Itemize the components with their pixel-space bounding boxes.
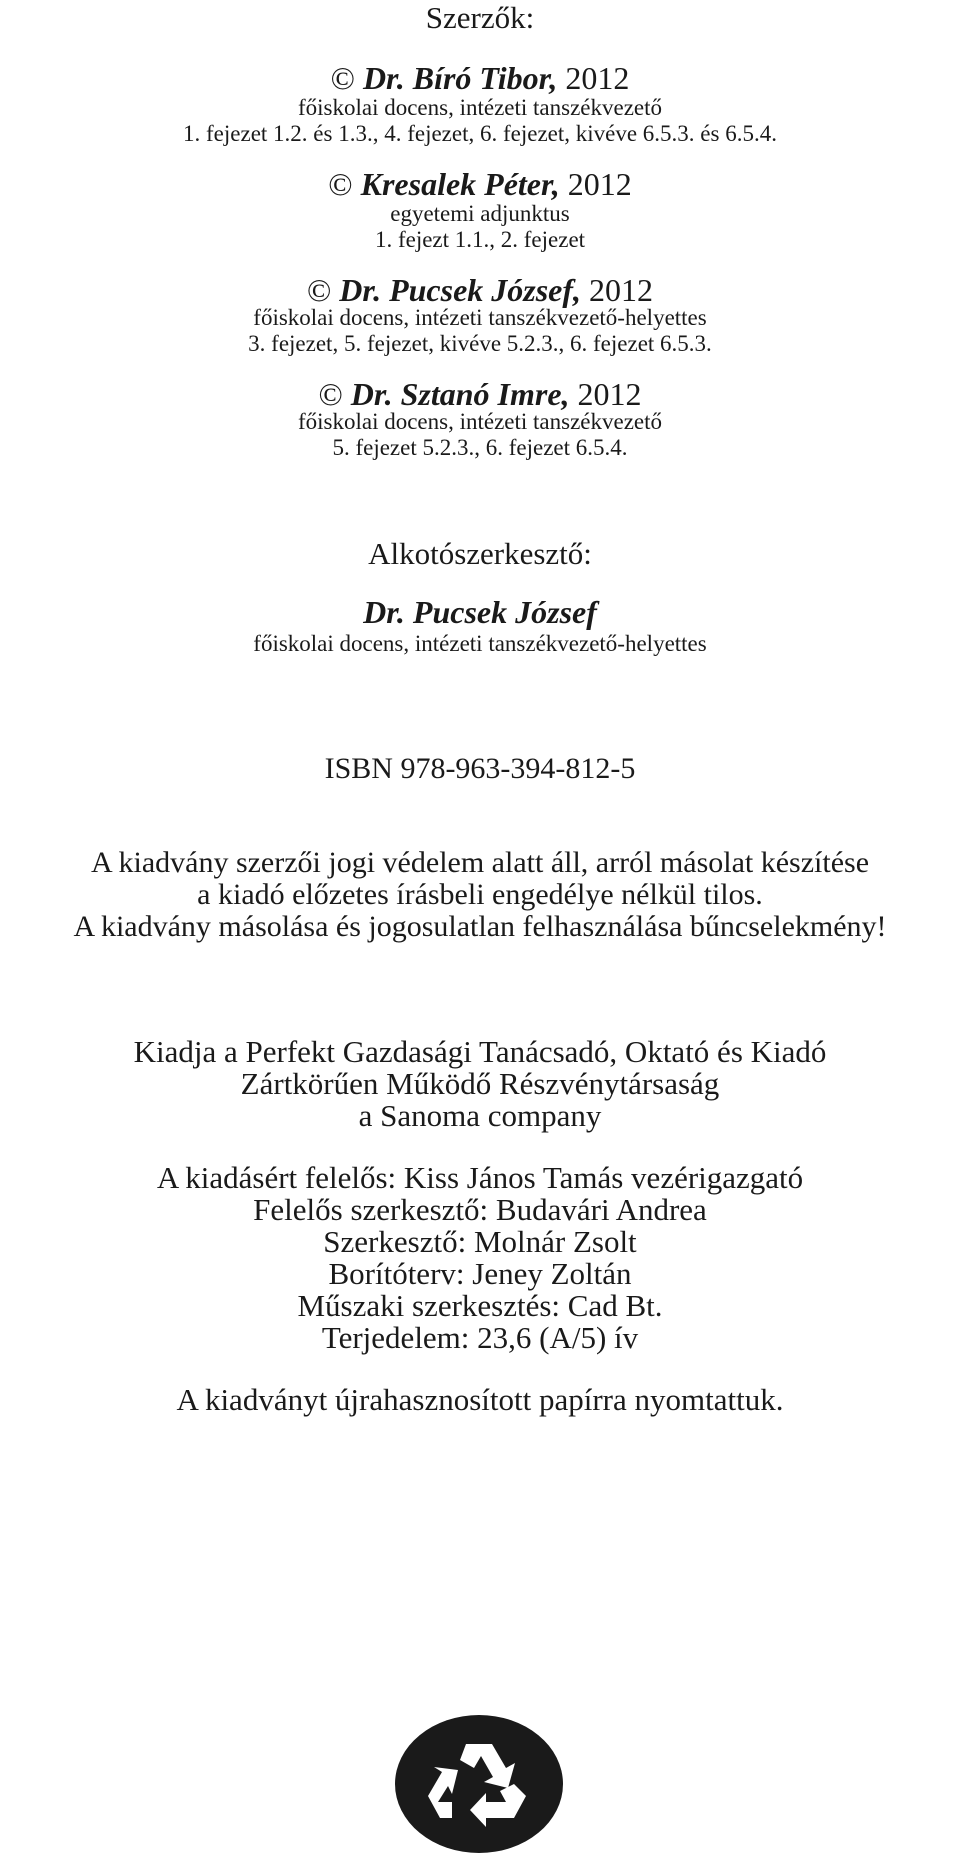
author-entry <box>0 62 960 94</box>
editor-heading: Alkotószerkesztő: <box>368 536 592 571</box>
credit-line: Szerkesztő: Molnár Zsolt <box>323 1224 637 1259</box>
author-name: Dr. Sztanó Imre, <box>350 376 570 412</box>
author-name: Dr. Pucsek József, <box>339 272 582 308</box>
recycled-note: A kiadványt újrahasznosított papírra nyomtattuk. <box>176 1382 784 1417</box>
author-entry <box>0 274 960 306</box>
author-title: főiskolai docens, intézeti tanszékvezető <box>297 95 663 120</box>
copyright-notice-line: A kiadvány másolása és jogosulatlan felhasználása bűncselekmény! <box>73 910 887 943</box>
author-chapters: 5. fejezet 5.2.3., 6. fejezet 6.5.4. <box>332 435 628 460</box>
copyright-notice-line: a kiadó előzetes írásbeli engedélye nélkül tilos. <box>197 878 763 911</box>
isbn: ISBN 978-963-394-812-5 <box>324 752 636 785</box>
author-name: Kresalek Péter, <box>360 166 560 202</box>
publisher-line: Kiadja a Perfekt Gazdasági Tanácsadó, Oktató és Kiadó <box>133 1034 827 1069</box>
credit-line: Terjedelem: 23,6 (A/5) ív <box>321 1320 639 1355</box>
author-chapters: 1. fejezet 1.2. és 1.3., 4. fejezet, 6. fejezet, kivéve 6.5.3. és 6.5.4. <box>183 121 777 146</box>
author-name: Dr. Bíró Tibor, <box>362 60 558 96</box>
author-chapters: 1. fejezt 1.1., 2. fejezet <box>374 227 586 252</box>
author-year: 2012 <box>565 60 630 96</box>
author-entry <box>0 168 960 200</box>
authors-heading: Szerzők: <box>425 0 535 35</box>
copyright-symbol: © <box>318 376 343 412</box>
author-year: 2012 <box>567 166 632 202</box>
credit-line: Felelős szerkesztő: Budavári Andrea <box>253 1192 707 1227</box>
editor-title: főiskolai docens, intézeti tanszékvezető-helyettes <box>253 631 707 656</box>
editor-name: Dr. Pucsek József <box>363 594 597 630</box>
copyright-symbol: © <box>328 166 353 202</box>
credit-line: Műszaki szerkesztés: Cad Bt. <box>297 1288 663 1323</box>
author-title: főiskolai docens, intézeti tanszékvezető <box>297 409 663 434</box>
recycle-icon <box>394 1714 564 1854</box>
publisher-line: a Sanoma company <box>358 1098 602 1133</box>
author-chapters: 3. fejezet, 5. fejezet, kivéve 5.2.3., 6. fejezet 6.5.3. <box>248 331 712 356</box>
credit-line: A kiadásért felelős: Kiss János Tamás vezérigazgató <box>156 1160 804 1195</box>
credit-line: Borítóterv: Jeney Zoltán <box>328 1256 632 1291</box>
author-entry <box>0 378 960 410</box>
author-year: 2012 <box>589 272 654 308</box>
author-title: egyetemi adjunktus <box>390 201 570 226</box>
copyright-symbol: © <box>330 60 355 96</box>
author-title: főiskolai docens, intézeti tanszékvezető-helyettes <box>253 305 707 330</box>
copyright-symbol: © <box>306 272 332 308</box>
publisher-line: Zártkörűen Működő Részvénytársaság <box>240 1066 720 1101</box>
copyright-notice-line: A kiadvány szerzői jogi védelem alatt áll, arról másolat készítése <box>90 846 870 879</box>
author-year: 2012 <box>577 376 642 412</box>
